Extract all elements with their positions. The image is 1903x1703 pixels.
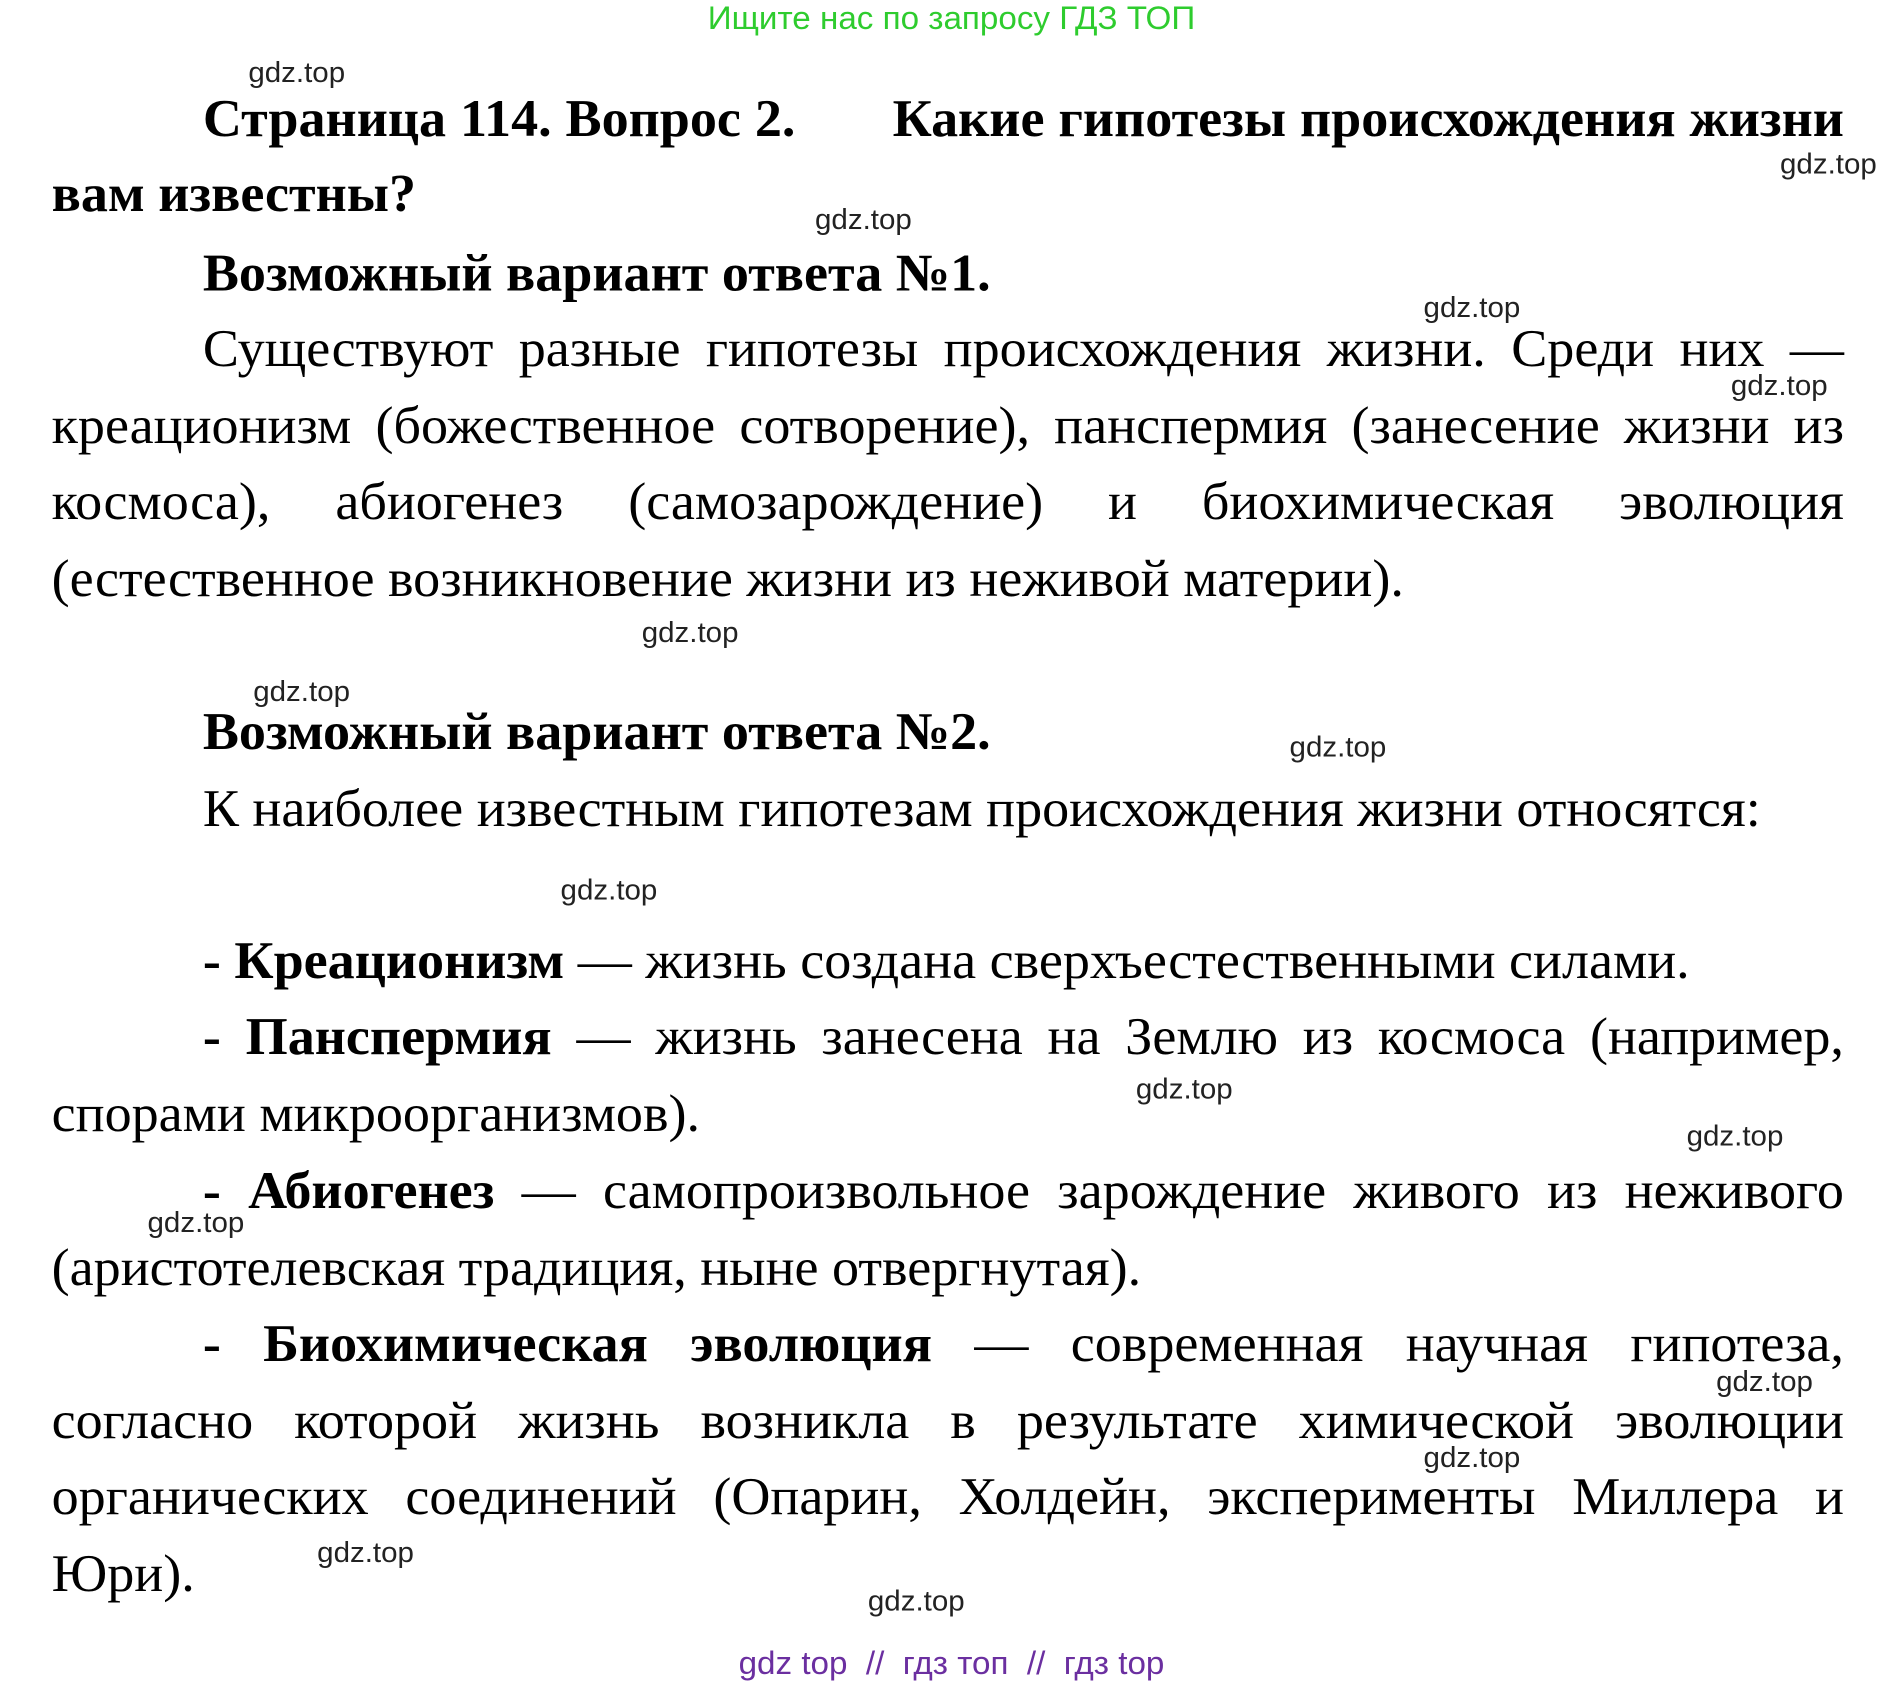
list-item (52, 1153, 1844, 1306)
item-desc: — самопроизвольное зарождение живого из неживого (аристотелевская традиция, ныне отвергнутая). (51, 1161, 1844, 1297)
watermark: gdz.top (317, 1536, 414, 1570)
item-term: - Биохимическая эволюция (202, 1314, 933, 1374)
variant1-heading: Возможный вариант ответа №1. (202, 243, 991, 303)
variant2-heading: Возможный вариант ответа №2. (202, 702, 991, 762)
item-desc: — жизнь создана сверхъестественными силами. (564, 931, 1690, 991)
list-item (52, 923, 1844, 999)
question-title (52, 82, 1844, 231)
item-term: - Креационизм (202, 931, 565, 991)
page-question-label: Страница 114. Вопрос 2. (202, 89, 796, 149)
item-term: - Панспермия (202, 1006, 552, 1066)
watermark: gdz.top (248, 56, 346, 90)
watermark: gdz.top (641, 616, 739, 650)
bottom-banner: gdz top // гдз топ // гдз top (738, 1645, 1165, 1682)
item-desc: — современная научная гипотеза, согласно которой жизнь возникла в результате химической эволюции органических соединений (Опарин, Холдейн, эксперименты Миллера и Юри). (51, 1314, 1844, 1603)
watermark: gdz.top (147, 1206, 245, 1240)
item-term: - Абиогенез (202, 1161, 495, 1221)
watermark: gdz.top (867, 1584, 965, 1618)
list-item (52, 998, 1844, 1151)
item-desc: — жизнь занесена на Землю из космоса (например, спорами микроорганизмов). (51, 1006, 1844, 1143)
watermark: gdz.top (560, 874, 658, 907)
question-text: Какие гипотезы происхождения жизни вам известны? (51, 89, 1844, 223)
watermark: gdz.top (1686, 1120, 1784, 1153)
watermark: gdz.top (1423, 291, 1521, 324)
watermark: gdz.top (1716, 1365, 1813, 1399)
watermark: gdz.top (1730, 369, 1828, 403)
variant1-text: Существуют разные гипотезы происхождения жизни. Среди них — креационизм (божественное сотворение), панспермия (занесение жизни из космоса), абиогенез (самозарождение) и биохимическая эволюция (естественное возникновение жизни из неживой материи). (51, 319, 1844, 608)
variant2-intro: К наиболее известным гипотезам происхождения жизни относятся: (202, 779, 1761, 839)
watermark: gdz.top (1780, 148, 1877, 181)
top-banner: Ищите нас по запросу ГДЗ ТОП (707, 0, 1196, 37)
watermark: gdz.top (815, 203, 912, 237)
watermark: gdz.top (1423, 1441, 1521, 1475)
watermark: gdz.top (1289, 731, 1387, 764)
watermark: gdz.top (253, 675, 351, 709)
watermark: gdz.top (1135, 1073, 1233, 1106)
